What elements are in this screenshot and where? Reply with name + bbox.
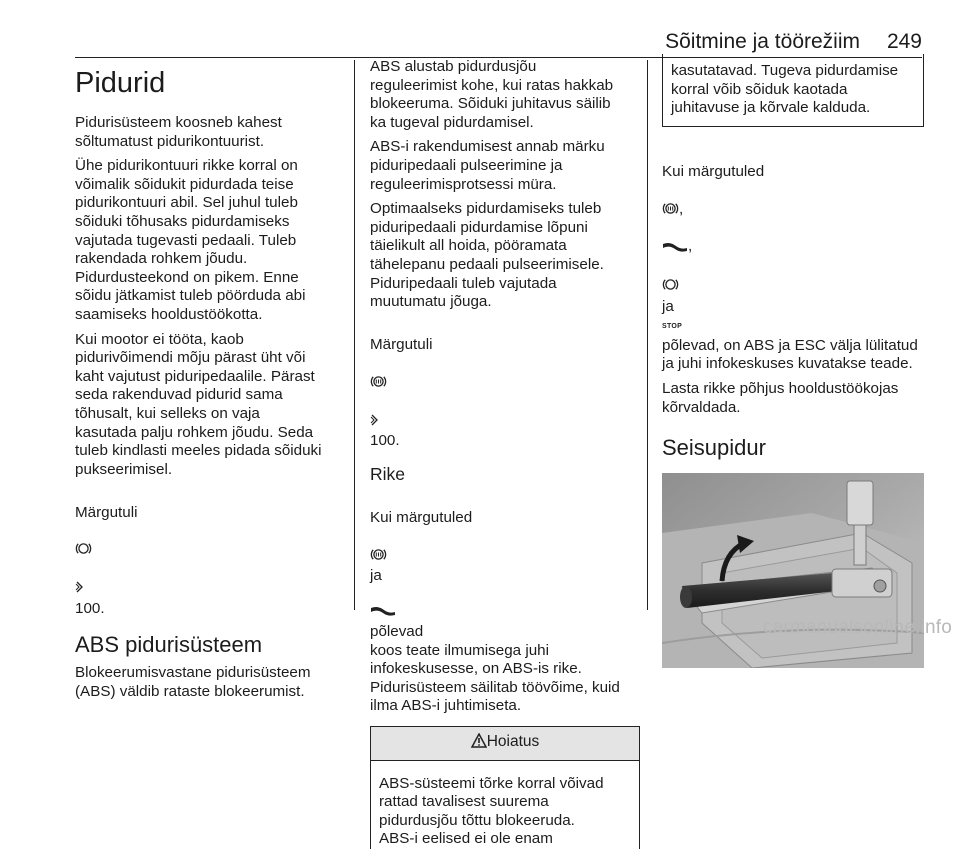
paragraph <box>370 491 640 642</box>
column-divider-2 <box>647 60 648 610</box>
paragraph: koos teate ilmumisega juhi infokeskusesse, on ABS-is rike. Pidurisüsteem säilitab töövõime, kuid ilma ABS-i juhtimiseta. <box>370 641 620 715</box>
paragraph: Lasta rikke põhjus hooldustöökojas kõrvaldada. <box>662 379 899 416</box>
reference-page[interactable]: 100. <box>75 599 105 617</box>
header-title: Sõitmine ja töörežiim <box>665 30 860 53</box>
brake-warning-icon <box>75 522 92 561</box>
warning-triangle-icon <box>471 733 487 754</box>
text-segment: Kui märgutuled <box>662 163 765 181</box>
warning-text: ABS-süsteemi tõrke korral võivad rattad tavalisest suurema pidurdusjõu tõttu blokeeruda. ABS-i eelised ei ole enam <box>379 774 604 848</box>
page-number: 249 <box>886 30 922 53</box>
page-ref-icon[interactable] <box>370 394 379 432</box>
esc-off-icon <box>662 221 688 258</box>
paragraph: Optimaalseks pidurdamiseks tuleb piduripedaali pidurdamise lõpuni täielikult all hoida, pööramata tähelepanu pedaali pulseerimisele. Piduripedaali tuleb vajutada muutumatu jõuga. <box>370 200 604 311</box>
section-heading-abs: ABS pidurisüsteem <box>75 632 263 658</box>
paragraph: Ühe pidurikontuuri rikke korral on võimalik sõidukit pidurdada teise pidurikontuuri abil. Sel juhul tuleb sõiduki tõhusaks pidurdamiseks vajutada tugevasti pedaali. Tuleb rakendada rohkem jõudu. Pidurdusteekond on pikem. Enne sõidu jätkamist tuleb pöörduda abi saamiseks hooldustöökotta. <box>75 157 306 323</box>
paragraph: ABS alustab pidurdusjõu reguleerimist kohe, kui ratas hakkab blokeeruma. Sõiduki juhitavus säilib ka tugeval pidurdamisel. <box>370 58 614 131</box>
warning-box-continued: kasutatavad. Tugeva pidurdamise korral võib sõiduk kaotada juhitavuse ja kõrvale kalduda. <box>662 54 924 127</box>
reference-page[interactable]: 100. <box>370 432 400 450</box>
text-segment: ja <box>662 297 674 315</box>
page-reference <box>75 485 345 618</box>
paragraph: Pidurisüsteem koosneb kahest sõltumatust pidurikontuurist. <box>75 114 282 150</box>
text-segment: ja <box>370 567 382 585</box>
page-ref-icon[interactable] <box>75 562 84 600</box>
warning-title: Hoiatus <box>486 733 540 750</box>
section-heading-parking-brake: Seisupidur <box>662 435 766 461</box>
stop-icon: STOP <box>662 323 683 331</box>
paragraph: Kui märgutuled , , ja STOP <box>662 163 765 331</box>
paragraph: Blokeerumisvastane pidurisüsteem (ABS) väldib rataste blokeerumist. <box>75 664 311 701</box>
paragraph: põlevad, on ABS ja ESC välja lülitatud ja juhi infokeskuses kuvatakse teade. <box>662 336 918 373</box>
brake-warning-icon <box>662 258 679 297</box>
text-segment: Kui märgutuled <box>370 509 473 527</box>
abs-warning-icon <box>370 528 387 567</box>
column-divider-1 <box>354 60 355 610</box>
paragraph: Kui mootor ei tööta, kaob pidurivõimendi mõju pärast üht või kaht vajutust piduripedaalile. Pärast seda rakenduvad pidurid sama tõhusalt, kui selleks on vaja kasutada palju rohkem jõudu. Seda tuleb kindlasti meeles pidada sõiduki pukseerimisel. <box>75 330 322 478</box>
column-3 <box>662 58 924 668</box>
section-heading-brakes: Pidurid <box>75 67 166 99</box>
paragraph: ABS-i rakendumisest annab märku piduripedaali pulseerimine ja reguleerimisprotsessi müra. <box>370 138 605 193</box>
section-heading-fault: Rike <box>370 463 406 484</box>
page-reference <box>370 318 640 451</box>
abs-warning-icon <box>662 182 679 221</box>
abs-warning-icon <box>370 355 387 394</box>
watermark: carmanualsonline.info <box>762 617 952 638</box>
warning-header <box>371 727 639 761</box>
column-1 <box>75 58 345 708</box>
warning-box <box>370 726 640 849</box>
reference-label: Märgutuli <box>370 336 433 354</box>
text-segment: põlevad <box>370 623 424 641</box>
esc-off-icon <box>370 586 396 623</box>
reference-label: Märgutuli <box>75 503 138 521</box>
column-2 <box>370 58 640 849</box>
